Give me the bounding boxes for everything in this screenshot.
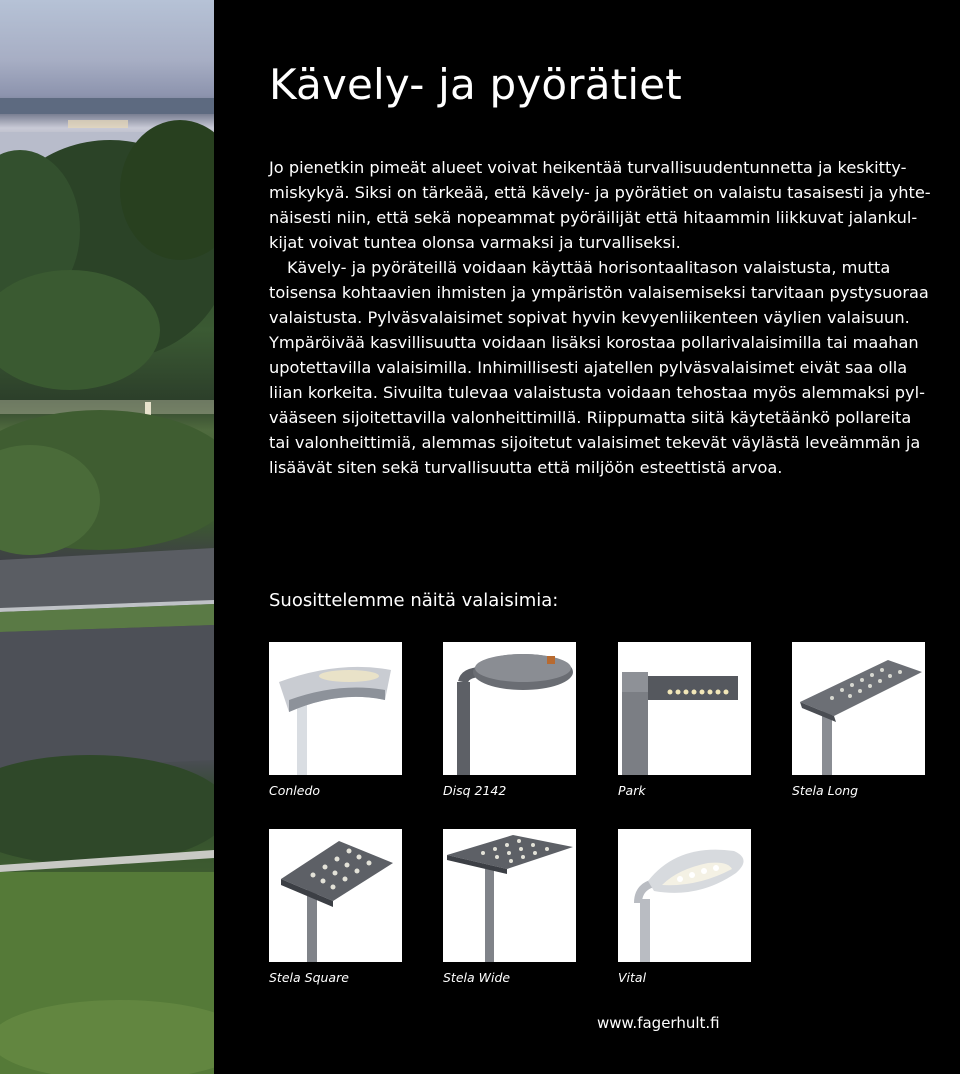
recommend-heading: Suosittelemme näitä valaisimia: xyxy=(269,590,559,611)
product-name: Stela Long xyxy=(792,783,859,798)
body-line: valaistusta. Pylväsvalaisimet sopivat hyvin kevyenliikenteen väylien valaisuun. xyxy=(269,308,910,327)
product-vital xyxy=(618,829,751,985)
product-image xyxy=(443,642,576,775)
body-line: näisesti niin, että sekä nopeammat pyöräilijät että hitaammin liikkuvat jalankul- xyxy=(269,208,918,227)
body-line: Ympäröivää kasvillisuutta voidaan lisäksi korostaa pollarivalaisimilla tai maahan xyxy=(269,333,919,352)
product-name: Conledo xyxy=(269,783,321,798)
body-line: lisäävät siten sekä turvallisuutta että miljöön esteettistä arvoa. xyxy=(269,458,783,477)
body-line: miskykyä. Siksi on tärkeää, että kävely- ja pyörätiet on valaistu tasaisesti ja yhte- xyxy=(269,183,931,202)
product-image xyxy=(792,642,925,775)
product-name: Stela Square xyxy=(269,970,349,985)
landscape-illustration xyxy=(0,0,214,1074)
body-line: toisensa kohtaavien ihmisten ja ympäristön valaisemiseksi tarvitaan pystysuoraa xyxy=(269,283,929,302)
page-title: Kävely- ja pyörätiet xyxy=(269,60,682,109)
product-name: Stela Wide xyxy=(443,970,511,985)
product-image xyxy=(269,829,402,962)
product-image xyxy=(269,642,402,775)
product-stela-long xyxy=(792,642,925,798)
body-text xyxy=(269,155,957,480)
body-line: kijat voivat tuntea olonsa varmaksi ja turvalliseksi. xyxy=(269,233,681,252)
body-line: tai valonheittimiä, alemmas sijoitetut valaisimet tekevät väylästä leveämmän ja xyxy=(269,433,921,452)
product-image xyxy=(618,642,751,775)
product-name: Vital xyxy=(618,970,647,985)
product-disq-2142 xyxy=(443,642,576,798)
product-name: Disq 2142 xyxy=(443,783,507,798)
product-conledo xyxy=(269,642,402,798)
product-name: Park xyxy=(618,783,646,798)
body-line: liian korkeita. Sivuilta tulevaa valaistusta voidaan tehostaa myös alemmaksi pyl- xyxy=(269,383,925,402)
product-stela-wide xyxy=(443,829,576,985)
landscape-photo xyxy=(0,0,214,1074)
body-line: Kävely- ja pyöräteillä voidaan käyttää horisontaalitason valaistusta, mutta xyxy=(287,258,891,277)
body-line: Jo pienetkin pimeät alueet voivat heikentää turvallisuudentunnetta ja keskitty- xyxy=(269,158,907,177)
body-line: upotettavilla valaisimilla. Inhimillisesti ajatellen pylväsvalaisimet eivät saa olla xyxy=(269,358,908,377)
product-image xyxy=(443,829,576,962)
product-image xyxy=(618,829,751,962)
body-line: vääseen sijoitettavilla valonheittimillä. Riippumatta siitä käytetäänkö pollareita xyxy=(269,408,912,427)
product-park xyxy=(618,642,751,798)
product-stela-square xyxy=(269,829,402,985)
footer-url[interactable]: www.fagerhult.fi xyxy=(597,1014,720,1032)
